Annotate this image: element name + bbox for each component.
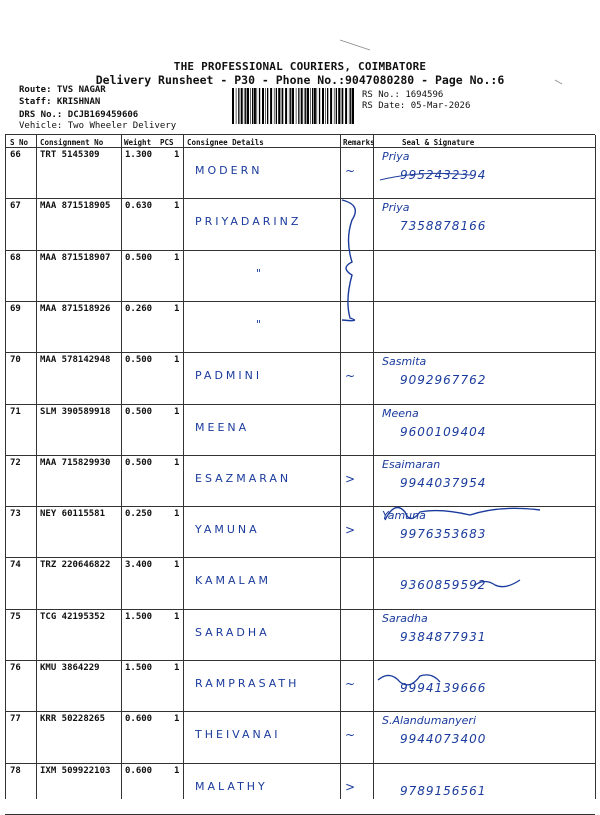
row-pcs: 1 (174, 406, 180, 417)
row-divider (5, 506, 595, 507)
row-phone-number: 9360859592 (400, 578, 487, 593)
barcode-bar (282, 88, 283, 124)
row-pcs: 1 (174, 714, 180, 725)
row-consignee-name: PRIYADARINZ (195, 215, 302, 229)
row-pcs: 1 (174, 509, 180, 520)
barcode-bar (285, 88, 287, 124)
row-signature: Priya (382, 150, 410, 163)
col-border (5, 135, 6, 799)
barcode-bar (250, 88, 251, 124)
col-header-signature: Seal & Signature (402, 138, 475, 147)
row-pcs: 1 (174, 663, 180, 673)
page-subtitle: Delivery Runsheet - P30 - Phone No.:9047080280 - Page No.:6 (95, 73, 505, 87)
row-pcs: 1 (174, 611, 180, 622)
col-border (121, 135, 122, 799)
row-consignee-name: RAMPRASATH (195, 677, 300, 690)
row-phone-number: 9600109404 (400, 424, 487, 439)
row-phone-number: 9384877931 (400, 629, 487, 644)
col-border (183, 135, 184, 799)
row-divider (5, 711, 595, 712)
row-signature: Esaimaran (382, 457, 441, 471)
row-consignee-name: ESAZMARAN (195, 471, 292, 485)
col-border (36, 135, 37, 799)
row-consignment-number: TRZ 220646822 (40, 560, 111, 571)
row-consignee-name: MALATHY (195, 779, 268, 793)
row-consignment-number: NEY 60115581 (40, 509, 106, 520)
drs-label: DRS No.: (19, 110, 63, 120)
row-serial-number: 68 (10, 252, 21, 263)
row-consignee-name: " (256, 266, 265, 280)
barcode-bar (312, 88, 313, 124)
row-divider (5, 455, 595, 456)
barcode-bar (305, 88, 306, 124)
row-serial-number: 74 (10, 560, 21, 571)
row-pcs: 1 (174, 457, 180, 468)
row-serial-number: 78 (10, 765, 21, 776)
row-signature: Meena (382, 406, 419, 420)
row-consignment-number: TCG 42195352 (40, 611, 106, 622)
barcode-bar (289, 88, 290, 124)
row-phone-number: 9952432394 (400, 168, 487, 182)
barcode-bar (352, 88, 354, 124)
header-divider (5, 147, 595, 148)
rs-date: RS Date: 05-Mar-2026 (362, 101, 471, 111)
row-weight: 1.500 (125, 611, 153, 622)
col-header-weight: Weight (124, 138, 152, 147)
barcode-bar (327, 88, 328, 124)
barcode-bar (267, 88, 268, 124)
barcode-bar (349, 88, 350, 124)
row-serial-number: 75 (10, 611, 21, 622)
col-border (340, 135, 341, 799)
row-consignment-number: SLM 390589918 (40, 406, 111, 417)
row-consignment-number: KRR 50228265 (40, 714, 106, 725)
row-remark-mark: > (345, 471, 356, 486)
row-divider (5, 198, 595, 199)
row-divider (5, 301, 595, 302)
row-pcs: 1 (174, 150, 180, 160)
row-consignment-number: MAA 715829930 (40, 457, 111, 468)
row-consignee-name: THEIVANAI (195, 728, 281, 742)
row-serial-number: 77 (10, 714, 21, 725)
barcode-bar (276, 88, 277, 124)
drs-value: DCJB169459606 (67, 110, 139, 120)
barcode-bar (307, 88, 309, 124)
row-weight: 0.600 (125, 765, 153, 776)
row-pcs: 1 (174, 560, 180, 571)
col-header-sno: S No (10, 138, 29, 147)
barcode-bar (241, 88, 243, 124)
row-consignee-name: PADMINI (195, 369, 263, 383)
row-consignment-number: MAA 578142948 (40, 355, 111, 366)
row-weight: 0.260 (125, 303, 153, 314)
page-title: THE PROFESSIONAL COURIERS, COIMBATORE (173, 60, 427, 73)
barcode-bar (236, 88, 237, 124)
barcode-bar (330, 88, 332, 124)
barcode-bar (310, 88, 311, 124)
row-weight: 0.600 (125, 714, 153, 725)
row-remark-mark: ~ (345, 677, 356, 691)
row-signature: Yamuna (382, 509, 426, 523)
row-pcs: 1 (174, 201, 180, 212)
row-phone-number: 9789156561 (400, 783, 487, 798)
row-divider (5, 250, 595, 251)
barcode-bar (274, 88, 275, 124)
barcode-bar (257, 88, 258, 124)
row-signature: Sasmita (382, 355, 427, 369)
barcode-bar (322, 88, 324, 124)
barcode-bar (238, 88, 239, 124)
barcode-bar (341, 88, 342, 124)
rs-number: RS No.: 1694596 (362, 90, 444, 100)
barcode-bar (278, 88, 280, 124)
row-pcs: 1 (174, 355, 180, 366)
row-weight: 1.300 (125, 150, 153, 160)
col-header-consignment: Consignment No (40, 138, 104, 147)
row-remark-mark: ~ (345, 728, 356, 743)
row-signature: S.Alandumanyeri (382, 714, 477, 728)
drs-number (19, 110, 138, 120)
barcode-bar (254, 88, 256, 124)
row-pcs: 1 (174, 252, 180, 263)
row-serial-number: 73 (10, 509, 21, 520)
row-consignment-number: MAA 871518905 (40, 201, 111, 212)
row-serial-number: 71 (10, 406, 21, 417)
row-divider (5, 660, 595, 661)
row-phone-number: 7358878166 (400, 219, 487, 234)
row-phone-number: 9944073400 (400, 732, 487, 747)
row-serial-number: 67 (10, 201, 21, 212)
barcode-bar (232, 88, 234, 124)
barcode-bar (292, 88, 294, 124)
barcode-bar (317, 88, 318, 124)
row-divider (5, 763, 595, 764)
row-weight: 0.500 (125, 355, 153, 366)
barcode-bar (247, 88, 249, 124)
row-serial-number: 69 (10, 303, 21, 314)
col-border (373, 135, 374, 799)
row-consignee-name: SARADHA (195, 625, 270, 639)
barcode-bar (262, 88, 264, 124)
barcode-bar (245, 88, 246, 124)
row-remark-mark: > (345, 779, 356, 794)
row-consignee-name: KAMALAM (195, 574, 271, 588)
barcode-image (232, 88, 356, 124)
row-serial-number: 70 (10, 355, 21, 366)
col-header-consignee: Consignee Details (187, 138, 264, 147)
barcode-bar (270, 88, 272, 124)
barcode-bar (301, 88, 303, 124)
row-remark-mark: > (345, 523, 356, 538)
row-phone-number: 9092967762 (400, 373, 487, 388)
row-consignment-number: TRT 5145309 (40, 150, 100, 160)
barcode-bar (281, 88, 282, 124)
row-pcs: 1 (174, 303, 180, 314)
row-consignment-number: IXM 509922103 (40, 765, 111, 776)
row-divider (5, 352, 595, 353)
vehicle-text: Vehicle: Two Wheeler Delivery (19, 121, 177, 131)
row-weight: 0.630 (125, 201, 153, 212)
row-consignee-name: MEENA (195, 420, 250, 434)
barcode-bar (296, 88, 297, 124)
barcode-bar (319, 88, 320, 124)
row-consignee-name: " (256, 317, 265, 331)
row-weight: 1.500 (125, 663, 153, 673)
row-phone-number: 9944037954 (400, 475, 487, 490)
staff-text: Staff: KRISHNAN (19, 97, 101, 107)
row-consignment-number: KMU 3864229 (40, 663, 100, 673)
row-serial-number: 66 (10, 150, 21, 160)
barcode-bar (259, 88, 260, 124)
row-weight: 3.400 (125, 560, 153, 571)
row-divider (5, 557, 595, 558)
table-top-border (5, 134, 595, 135)
row-remark-mark: ~ (345, 369, 356, 384)
row-weight: 0.500 (125, 406, 153, 417)
row-signature: Saradha (382, 611, 428, 625)
barcode-bar (342, 88, 343, 124)
barcode-bar (314, 88, 316, 124)
row-signature: Priya (382, 201, 410, 215)
col-header-pcs: PCS (160, 138, 174, 147)
barcode-bar (336, 88, 337, 124)
col-header-remarks: Remarks (343, 138, 375, 147)
row-phone-number: 9994139666 (400, 681, 487, 695)
row-phone-number: 9976353683 (400, 527, 487, 542)
barcode-bar (290, 88, 291, 124)
row-divider (5, 609, 595, 610)
row-consignment-number: MAA 871518907 (40, 252, 111, 263)
barcode-bar (265, 88, 266, 124)
barcode-bar (325, 88, 326, 124)
barcode-bar (298, 88, 299, 124)
row-pcs: 1 (174, 765, 180, 776)
row-serial-number: 76 (10, 663, 21, 673)
row-serial-number: 72 (10, 457, 21, 468)
col-border (595, 135, 596, 799)
row-consignee-name: YAMUNA (195, 523, 260, 537)
route-text: Route: TVS NAGAR (19, 85, 106, 95)
row-weight: 0.250 (125, 509, 153, 520)
row-remark-mark: ~ (345, 164, 356, 178)
row-consignee-name: MODERN (195, 164, 263, 177)
barcode-bar (338, 88, 340, 124)
barcode-bar (350, 88, 351, 124)
barcode-bar (334, 88, 335, 124)
row-divider (5, 404, 595, 405)
row-weight: 0.500 (125, 252, 153, 263)
barcode-bar (345, 88, 347, 124)
barcode-bar (244, 88, 245, 124)
row-consignment-number: MAA 871518926 (40, 303, 111, 314)
barcode-bar (304, 88, 305, 124)
barcode-bar (252, 88, 253, 124)
row-weight: 0.500 (125, 457, 153, 468)
